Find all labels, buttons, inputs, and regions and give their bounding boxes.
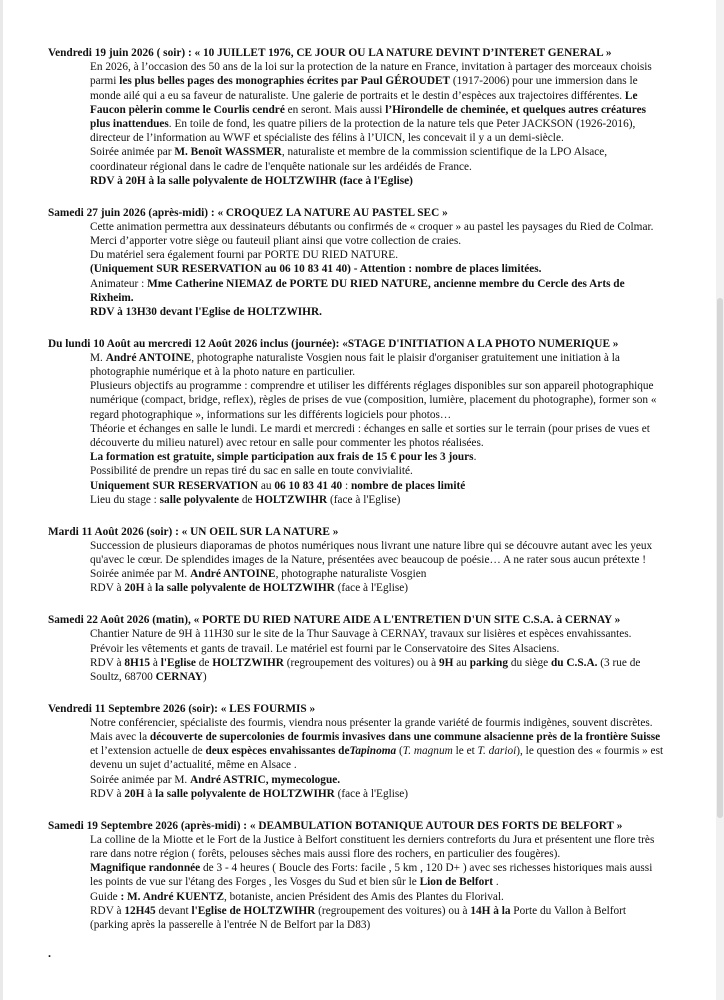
meeting-point: RDV à 13H30 devant l'Eglise de HOLTZWIHR. (90, 305, 322, 318)
footer-mark: . (48, 946, 51, 960)
meeting-point: RDV à 8H15 à l'Eglise de HOLTZWIHR (regroupement des voitures) ou à 9H au parking du siège du C.S.A. (3 rue de Soultz, 68700 CERNAY) (90, 656, 641, 683)
reservation-note: Uniquement SUR RESERVATION au 06 10 83 41 40 : nombre de places limité (90, 479, 466, 492)
paragraph: Cette animation permettra aux dessinateurs débutants ou confirmés de « croquer » au pastel les paysages du Ried de Colmar. Merci d’apporter votre siège ou fauteuil pliant ainsi que votre collection de craies. (90, 220, 654, 247)
paragraph: En 2026, à l’occasion des 50 ans de la loi sur la protection de la nature en France, invitation à partager des morceaux choisis parmi les plus belles pages des monographies écrites par Paul GÉROUDET (1917-2006) pour une immersion dans le monde ailé qui a eu sa faveur de naturaliste. Une galerie de portraits et le destin d’espèces aux trajectoires différentes. Le Faucon pèlerin comme le Courlis cendré en seront. Mais aussi l’Hirondelle de cheminée, et quelques autres créatures plus inattendues. En toile de fond, les quatre piliers de la protection de la nature tels que Peter JACKSON (1926-2016), directeur de l’information au WWF et spécialiste des félins à l’UICN, les concevait il y a un demi-siècle. (90, 61, 652, 145)
paragraph: Soirée animée par M. André ASTRIC, mymecologue. (90, 773, 341, 786)
event-heading: Samedi 27 juin 2026 (après-midi) : « CROQUEZ LA NATURE AU PASTEL SEC » (48, 206, 448, 219)
paragraph: M. André ANTOINE, photographe naturaliste Vosgien nous fait le plaisir d'organiser gratuitement une initiation à la photographie numérique et à la photo nature en particulier. (90, 351, 620, 379)
paragraph: Succession de plusieurs diaporamas de photos numériques nous livrant une nature libre qui se découvre autant avec les yeux qu'avec le cœur. De splendides images de la Nature, présentées avec beaucoup de poésie… A ne rater sous aucun prétexte ! (90, 539, 653, 566)
event-heading: Samedi 22 Août 2026 (matin), « PORTE DU RIED NATURE AIDE A L'ENTRETIEN D'UN SITE C.S.A. à CERNAY » (48, 614, 621, 627)
paragraph: Guide : M. André KUENTZ, botaniste, ancien Président des Amis des Plantes du Florival. (90, 890, 504, 903)
event-description (48, 539, 666, 596)
paragraph: Magnifique randonnée de 3 - 4 heures ( Boucle des Forts: facile , 5 km , 120 D+ ) avec ses richesses historiques mais aussi les points de vue sur l'étang des Forges , les Vosges du Sud et bien sûr le Lion de Belfort . (90, 862, 653, 889)
event-entry (48, 46, 666, 188)
paragraph: Soirée animée par M. André ANTOINE, photographe naturaliste Vosgien (90, 568, 427, 581)
event-entry (48, 702, 666, 801)
paragraph: Théorie et échanges en salle le lundi. Le mardi et mercredi : échanges en salle et sorties sur le terrain (pour prises de vues et découverte du milieu naturel) avec retour en salle pour commenter les photos réalisées. (90, 422, 650, 450)
meeting-point: RDV à 20H à la salle polyvalente de HOLTZWIHR (face à l'Eglise) (90, 582, 409, 595)
event-heading: Samedi 19 Septembre 2026 (après-midi) : « DEAMBULATION BOTANIQUE AUTOUR DES FORTS DE BELFORT » (48, 819, 623, 832)
event-heading: Vendredi 19 juin 2026 ( soir) : « 10 JUILLET 1976, CE JOUR OU LA NATURE DEVINT D’INTERET GENERAL » (48, 47, 612, 59)
event-entry (48, 206, 666, 320)
event-entry (48, 613, 666, 684)
document-body (48, 46, 666, 950)
page-edge-left (0, 0, 3, 1000)
paragraph: Animateur : Mme Catherine NIEMAZ de PORTE DU RIED NATURE, ancienne membre du Cercle des Arts de Rixheim. (90, 277, 625, 304)
event-entry (48, 337, 666, 507)
paragraph: La colline de la Miotte et le Fort de la Justice à Belfort constituent les derniers contreforts du Jura et présentent une flore très rare dans notre région ( forêts, pelouses sèches mais aussi flore des rochers, en particulier des fougères). (90, 833, 655, 860)
meeting-point: Lieu du stage : salle polyvalente de HOLTZWIHR (face à l'Eglise) (90, 493, 401, 506)
meeting-point: RDV à 20H à la salle polyvalente de HOLTZWIHR (face à l'Eglise) (90, 787, 409, 800)
event-heading: Du lundi 10 Août au mercredi 12 Août 2026 inclus (journée): «STAGE D'INITIATION A LA PHOTO NUMERIQUE » (48, 337, 619, 350)
scrollbar-track[interactable] (716, 0, 724, 1000)
event-description (48, 60, 666, 188)
event-entry (48, 819, 666, 933)
paragraph: La formation est gratuite, simple participation aux frais de 15 € pour les 3 jours. (90, 451, 477, 464)
paragraph: Chantier Nature de 9H à 11H30 sur le site de la Thur Sauvage à CERNAY, travaux sur lisières et espèces envahissantes. Prévoir les vêtements et gants de travail. Le matériel est fourni par le Conservatoire des Sites Alsaciens. (90, 628, 632, 655)
event-entry (48, 525, 666, 596)
paragraph: Du matériel sera également fourni par PORTE DU RIED NATURE. (90, 249, 399, 262)
meeting-point: RDV à 20H à la salle polyvalente de HOLTZWIHR (face à l'Eglise) (90, 174, 413, 187)
paragraph: Possibilité de prendre un repas tiré du sac en salle en toute convivialité. (90, 465, 413, 478)
paragraph: Notre conférencier, spécialiste des fourmis, viendra nous présenter la grande variété de fourmis indigènes, souvent discrètes. Mais avec la découverte de supercolonies de fourmis invasives dans une commune alsacienne près de la frontière Suisse et l’extension actuelle de deux espèces envahissantes deTapinoma (T. magnum le et T. darioi), le question des « fourmis » est devenu un sujet d’actualité, même en Alsace . (90, 716, 664, 772)
event-description (48, 716, 666, 801)
paragraph: Plusieurs objectifs au programme : comprendre et utiliser les différents réglages disponibles sur son appareil photographique numérique (compact, bridge, reflex), règles de prises de vue (composition, lumière, placement du photographe), former son « regard photographique », informations sur les différents logiciels pour photos… (90, 380, 657, 421)
reservation-note: (Uniquement SUR RESERVATION au 06 10 83 41 40) - Attention : nombre de places limitées. (90, 263, 542, 276)
meeting-point: RDV à 12H45 devant l'Eglise de HOLTZWIHR (regroupement des voitures) ou à 14H à la Porte du Vallon à Belfort (parking après la passerelle à l'entrée N de Belfort par la D83) (90, 904, 627, 931)
event-heading: Mardi 11 Août 2026 (soir) : « UN OEIL SUR LA NATURE » (48, 525, 339, 538)
event-description (48, 627, 666, 684)
event-description (48, 351, 666, 507)
event-heading: Vendredi 11 Septembre 2026 (soir): « LES FOURMIS » (48, 702, 316, 715)
scrollbar-thumb[interactable] (717, 298, 723, 818)
event-description (48, 833, 666, 932)
event-description (48, 220, 666, 319)
paragraph: Soirée animée par M. Benoît WASSMER, naturaliste et membre de la commission scientifique de la LPO Alsace, coordinateur régional dans le cadre de l'enquête nationale sur les ardéidés de France. (90, 146, 608, 173)
